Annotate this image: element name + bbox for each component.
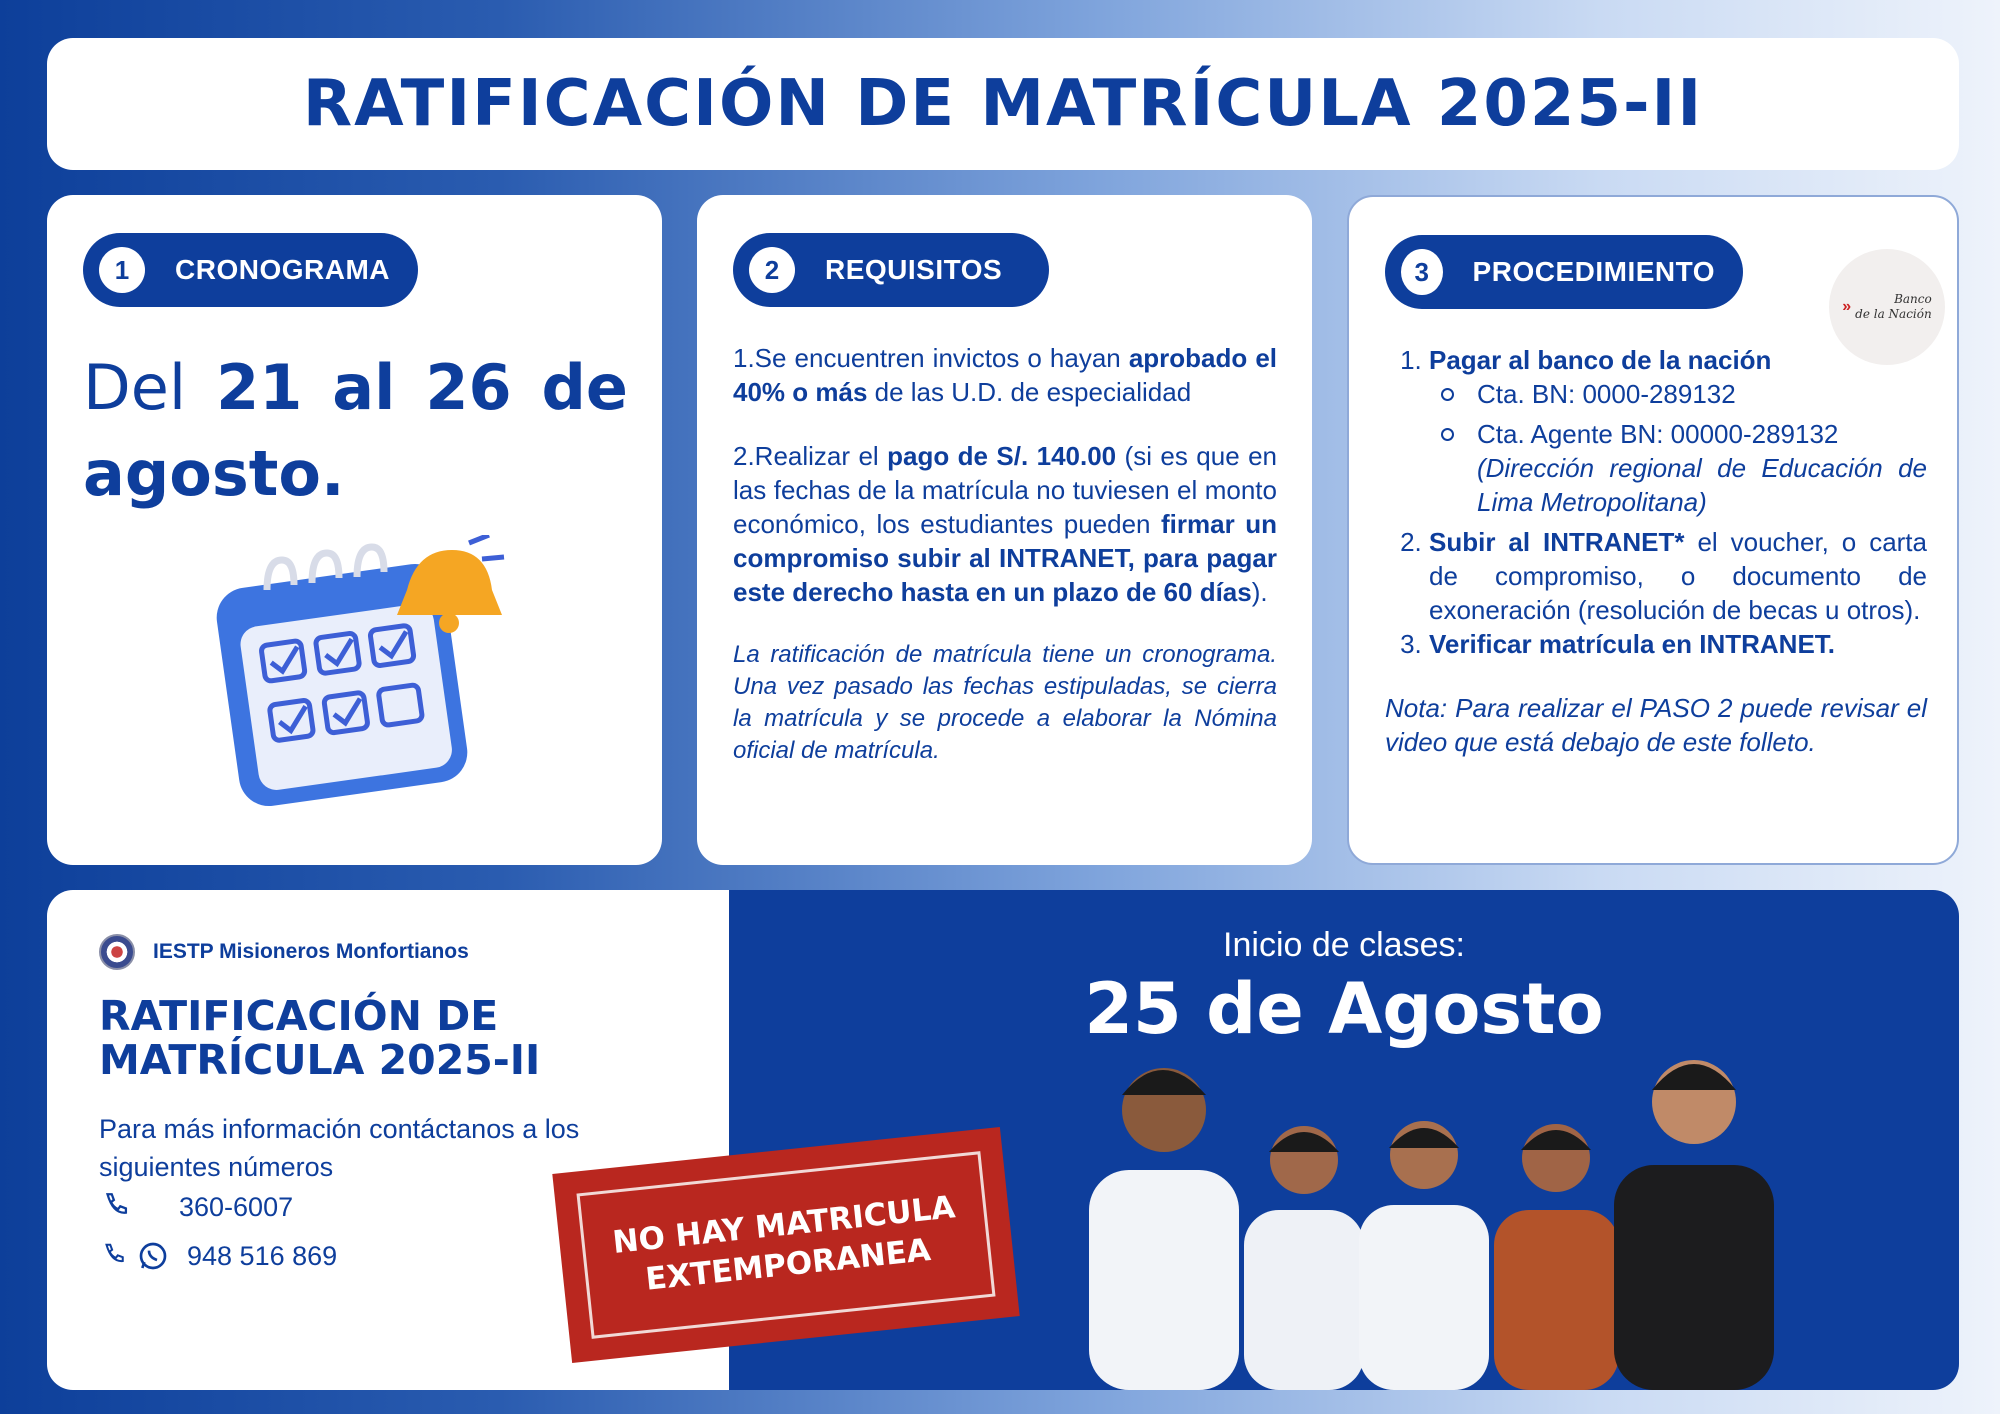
contact-info: Para más información contáctanos a los siguientes números: [99, 1114, 580, 1182]
phone-icon: [99, 1190, 133, 1224]
account2-note: (Dirección regional de Educación de Lima Metropolitana): [1477, 453, 1927, 517]
bank-logo-line1: Banco: [1894, 292, 1932, 306]
procedure-step-1: [1429, 343, 1927, 519]
student-1: [1089, 1068, 1239, 1390]
phone-line-2: [99, 1240, 337, 1272]
step1-label: Pagar al banco de la nación: [1429, 345, 1772, 375]
section-label: CRONOGRAMA: [175, 254, 390, 285]
student-3: [1359, 1121, 1489, 1390]
account2-text: Cta. Agente BN: 00000-289132: [1477, 419, 1839, 449]
requisitos-panel: [697, 195, 1312, 865]
date-al: al: [332, 351, 396, 424]
bank-logo-line2: de la Nación: [1855, 307, 1932, 321]
footer-title: RATIFICACIÓN DE MATRÍCULA 2025-II: [99, 992, 541, 1084]
students-photo: [1079, 1040, 1779, 1390]
whatsapp-icon: [137, 1240, 169, 1272]
phone-number-2[interactable]: 948 516 869: [187, 1240, 338, 1271]
req1-text: 1.Se encuentren invictos o hayan: [733, 343, 1129, 373]
cronograma-pill: [83, 233, 418, 307]
phone-icon: [99, 1241, 129, 1271]
step-number: 2: [749, 247, 795, 293]
req2-bold: firmar un compromiso subir al INTRANET, para pagar este derecho hasta en un plazo de 60 días: [733, 509, 1277, 607]
requirement-1: [733, 341, 1277, 409]
date-from: 21: [216, 351, 303, 424]
procedimiento-text: [1385, 343, 1927, 785]
req2-text: 2.Realizar el: [733, 441, 888, 471]
institution-name: IESTP Misioneros Monfortianos: [153, 940, 469, 963]
step-number: 3: [1401, 249, 1443, 295]
req2-text-mid: (si es que en las fechas de la matrícula no tuviesen el monto económico, los estudiantes pueden: [733, 441, 1278, 539]
date-to: 26: [425, 351, 512, 424]
date-month: agosto.: [83, 437, 345, 510]
requisitos-pill: [733, 233, 1049, 307]
bank-account-1: Cta. BN: 0000-289132: [1453, 377, 1927, 411]
student-4: [1494, 1124, 1619, 1390]
title-banner: [47, 38, 1959, 170]
req1-bold: aprobado el 40% o más: [733, 343, 1278, 407]
requisitos-text: [733, 341, 1277, 797]
step2-bold: Subir al INTRANET*: [1429, 527, 1685, 557]
section-label: PROCEDIMIENTO: [1472, 256, 1715, 287]
procedure-step-3: [1429, 627, 1927, 661]
procedimiento-panel: [1347, 195, 1959, 865]
step-number: 1: [99, 247, 145, 293]
req2-amount: pago de S/. 140.00: [887, 441, 1117, 471]
stamp-text: NO HAY MATRICULA EXTEMPORANEA: [576, 1151, 995, 1339]
section-label: REQUISITOS: [825, 254, 1003, 285]
calendar-icon: [207, 535, 507, 815]
step3-label: Verificar matrícula en INTRANET.: [1429, 629, 1836, 659]
cronograma-panel: [47, 195, 662, 865]
institution-seal-icon: [99, 934, 135, 970]
bank-logo-icon: »: [1842, 298, 1852, 315]
requisitos-note: La ratificación de matrícula tiene un cronograma. Una vez pasado las fechas estipuladas, se cierra la matrícula y se procede a elaborar la Nómina oficial de matrícula.: [733, 641, 1277, 764]
phone-line-1: [99, 1190, 293, 1224]
requirement-2: [733, 439, 1277, 609]
student-5: [1614, 1060, 1774, 1390]
date-del: Del: [83, 351, 187, 424]
institution: [99, 934, 469, 970]
footer-card: [47, 890, 1959, 1390]
page-title: RATIFICACIÓN DE MATRÍCULA 2025-II: [302, 67, 1704, 141]
start-date: 25 de Agosto: [1084, 968, 1604, 1050]
req1-text-end: de las U.D. de especialidad: [867, 377, 1192, 407]
phone-number-1[interactable]: 360-6007: [179, 1191, 294, 1222]
procedure-step-2: [1429, 525, 1927, 627]
bank-account-2: [1453, 417, 1927, 519]
req2-text-end: ).: [1251, 577, 1268, 607]
procedimiento-pill: [1385, 235, 1743, 309]
procedimiento-note: Nota: Para realizar el PASO 2 puede revisar el video que está debajo de este folleto.: [1385, 693, 1927, 757]
start-label: Inicio de clases:: [1223, 926, 1465, 964]
enrollment-dates: [83, 345, 628, 517]
student-2: [1244, 1126, 1364, 1390]
step2-text: el voucher, o carta de compromiso, o documento de exoneración (resolución de becas u otros).: [1429, 527, 1927, 625]
date-de: de: [541, 351, 628, 424]
